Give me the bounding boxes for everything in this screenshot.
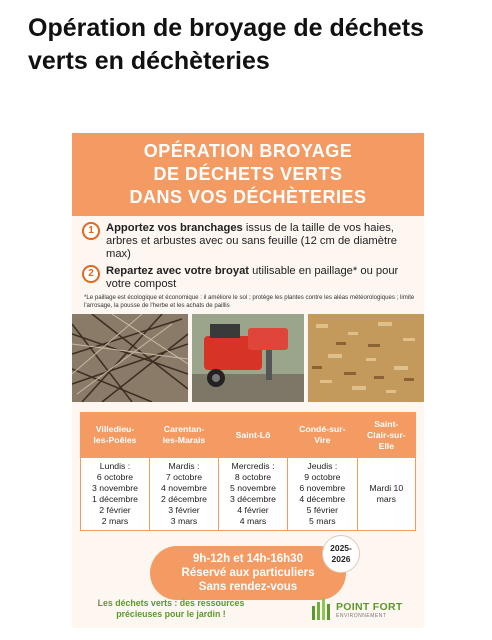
schedule-table — [80, 412, 416, 531]
schedule-villedieu: Lundis : 6 octobre 3 novembre 1 décembre 2 février 2 mars — [81, 458, 150, 531]
town-conde-sur-vire: Condé-sur- Vire — [288, 413, 358, 458]
year-badge: 2025- 2026 — [322, 535, 360, 573]
town-villedieu: Villedieu- les-Poêles — [81, 413, 150, 458]
tagline: Les déchets verts : des ressources précieuses pour le jardin ! — [97, 598, 245, 619]
step-2-text: utilisable en paillage* ou pour votre compost — [106, 265, 399, 290]
step-1 — [84, 222, 414, 261]
schedule-carentan: Mardis : 7 octobre 4 novembre 2 décembre 3 février 3 mars — [150, 458, 219, 531]
banner-line-1: OPÉRATION BROYAGE — [143, 141, 353, 161]
opening-hours-pill — [150, 546, 346, 600]
logo-name: POINT FORT — [336, 601, 403, 613]
banner-line-2: DE DÉCHETS VERTS — [153, 164, 343, 184]
step-1-strong: Apportez vos branchages — [106, 222, 243, 234]
banner-line-3: DANS VOS DÉCHÈTERIES — [129, 187, 367, 207]
mulch-footnote: *Le paillage est écologique et économique : il améliore le sol ; protège les plantes contre les aléas météorologiques ; limite l'arrosage, la pousse de l'herbe et les achats de paillis — [84, 294, 415, 309]
hours-appointment: Sans rendez-vous — [198, 581, 298, 593]
hours-audience: Réservé aux particuliers — [181, 567, 315, 579]
schedule-saint-lo: Mercredis : 8 octobre 5 novembre 3 décembre 4 février 4 mars — [219, 458, 288, 531]
poster-banner — [72, 133, 424, 216]
schedule-saint-clair-sur-elle: Mardi 10 mars — [357, 458, 415, 531]
article-title: Opération de broyage de déchets verts en déchèteries — [28, 14, 424, 75]
branches-photo — [72, 314, 188, 402]
town-carentan: Carentan- les-Marais — [150, 413, 219, 458]
step-1-number: 1 — [82, 222, 100, 240]
schedule-conde-sur-vire: Jeudis : 9 octobre 6 novembre 4 décembre 5 février 5 mars — [288, 458, 358, 531]
woodchips-photo — [308, 314, 424, 402]
step-2 — [84, 265, 414, 291]
step-2-strong: Repartez avec votre broyat — [106, 265, 250, 277]
step-2-number: 2 — [82, 265, 100, 283]
shredder-photo — [192, 314, 304, 402]
point-fort-logo — [310, 598, 410, 622]
leaf-logo-icon — [310, 598, 332, 620]
logo-subtitle: ENVIRONNEMENT — [336, 613, 387, 619]
town-saint-clair-sur-elle: Saint- Clair-sur- Elle — [357, 413, 415, 458]
step-1-text: issus de la taille de vos haies, arbres et arbustes avec ou sans feuille (12 cm de diamètre max) — [106, 222, 398, 260]
town-saint-lo: Saint-Lô — [219, 413, 288, 458]
hours-time: 9h-12h et 14h-16h30 — [193, 553, 303, 565]
poster[interactable] — [72, 133, 424, 628]
